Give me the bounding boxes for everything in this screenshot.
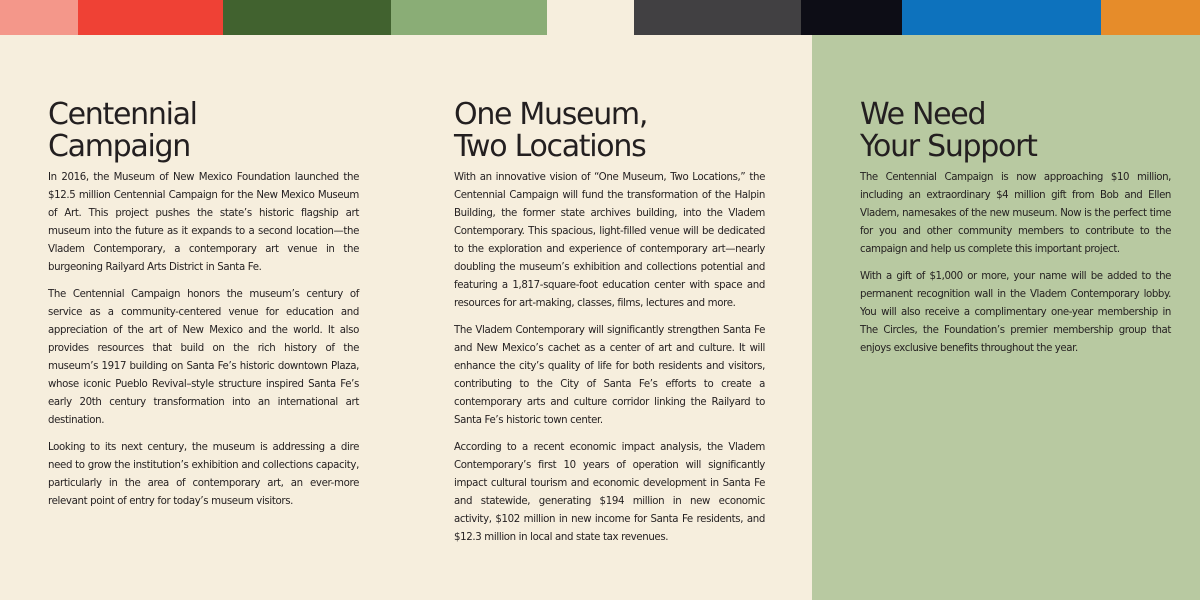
body-paragraph: With a gift of $1,000 or more, your name will be added to the permanent recognition wall in the Vladem Contemporary lobby. You will also receive a complimentary one-year membership in The Circles, the Foundation’s premier membership group that enjoys exclusive benefits throughout the year. (860, 271, 1171, 354)
heading-line: Campaign (48, 129, 190, 164)
stripe-red (78, 0, 223, 35)
heading-line: Two Locations (454, 129, 646, 164)
heading-line: We Need (860, 97, 986, 132)
stripe-blue (902, 0, 1101, 35)
stripe-salmon (0, 0, 78, 35)
stripe-near-black (801, 0, 902, 35)
heading-line: One Museum, (454, 97, 648, 132)
stripe-cream (547, 0, 634, 35)
centennial-campaign-heading (48, 99, 406, 163)
one-museum-body (454, 169, 765, 547)
centennial-campaign-panel (0, 35, 406, 600)
body-paragraph: The Centennial Campaign is now approaching $10 million, including an extraordinary $4 million gift from Bob and Ellen Vladem, namesakes of the new museum. Now is the perfect time for you and other community members to contribute to the campaign and help us complete this important project. (860, 172, 1171, 255)
color-stripe-bar (0, 0, 1200, 35)
body-paragraph: Looking to its next century, the museum is addressing a dire need to grow the institution’s exhibition and collections capacity, particularly in the area of contemporary art, an ever-more relevant point of entry for today’s museum visitors. (48, 442, 359, 507)
body-paragraph: According to a recent economic impact analysis, the Vladem Contemporary’s first 10 years of operation will significantly impact cultural tourism and economic development in Santa Fe and statewide, generating $194 million in new economic activity, $102 million in new income for Santa Fe residents, and $12.3 million in local and state tax revenues. (454, 442, 765, 543)
body-paragraph: The Centennial Campaign honors the museum’s century of service as a community-centered venue for education and appreciation of the art of New Mexico and the world. It also provides resources that build on the rich history of the museum’s 1917 building on Santa Fe’s historic downtown Plaza, whose iconic Pueblo Revival–style structure inspired Santa Fe’s early 20th century transformation into an international art destination. (48, 289, 359, 426)
heading-line: Centennial (48, 97, 197, 132)
stripe-charcoal (634, 0, 801, 35)
one-museum-panel (406, 35, 812, 600)
body-paragraph: In 2016, the Museum of New Mexico Foundation launched the $12.5 million Centennial Campaign for the New Mexico Museum of Art. This project pushes the state’s historic flagship art museum into the future as it expands to a second location—the Vladem Contemporary, a contemporary art venue in the burgeoning Railyard Arts District in Santa Fe. (48, 172, 359, 273)
stripe-dark-green (223, 0, 391, 35)
heading-line: Your Support (860, 129, 1037, 164)
stripe-light-green (391, 0, 547, 35)
centennial-campaign-body (48, 169, 359, 511)
body-paragraph: With an innovative vision of “One Museum, Two Locations,” the Centennial Campaign will fund the transformation of the Halpin Building, the former state archives building, into the Vladem Contemporary. This spacious, light-filled venue will be dedicated to the exploration and experience of contemporary art—nearly doubling the museum’s exhibition and collections potential and featuring a 1,817-square-foot education center with space and resources for art-making, classes, films, lectures and more. (454, 172, 765, 309)
support-panel (812, 35, 1200, 600)
stripe-orange (1101, 0, 1200, 35)
support-heading (860, 99, 1200, 163)
support-body (860, 169, 1171, 358)
body-paragraph: The Vladem Contemporary will significantly strengthen Santa Fe and New Mexico’s cachet as a center of art and culture. It will enhance the city’s quality of life for both residents and visitors, contributing to the City of Santa Fe’s efforts to create a contemporary arts and culture corridor linking the Railyard to Santa Fe’s historic town center. (454, 325, 765, 426)
one-museum-heading (454, 99, 812, 163)
